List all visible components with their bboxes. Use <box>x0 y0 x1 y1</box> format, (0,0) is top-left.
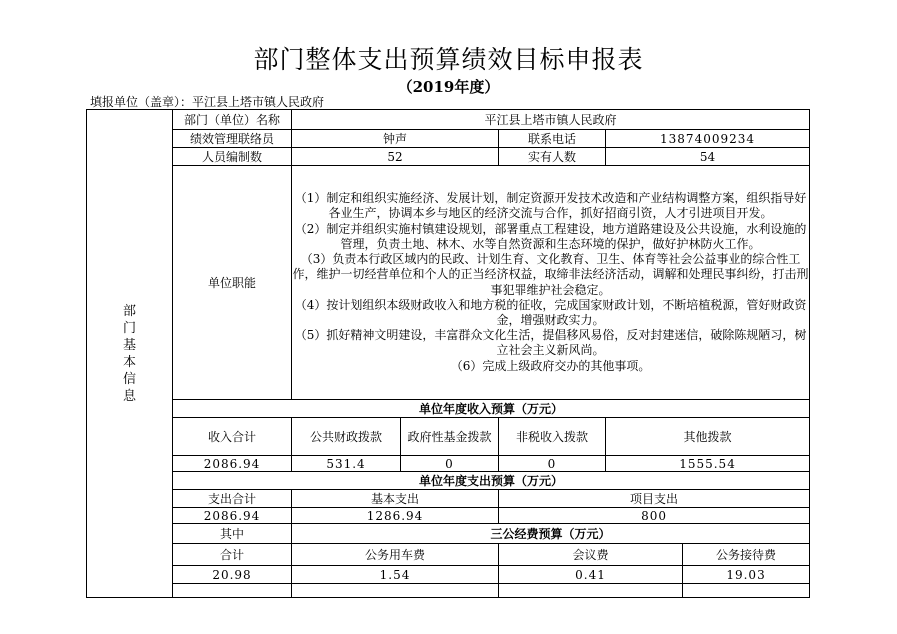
duty-item: （2）制定并组织实施村镇建设规划，部署重点工程建设，地方道路建设及公共设施，水利设施的管理，负责土地、林木、水等自然资源和生态环境的保护，做好护林防火工作。 <box>294 221 807 251</box>
income-value: 1555.54 <box>606 456 810 472</box>
income-value: 2086.94 <box>173 456 292 472</box>
sangong-value: 1.54 <box>292 566 499 584</box>
income-col-header: 政府性基金拨款 <box>401 418 499 456</box>
actual-value: 54 <box>606 148 810 166</box>
expense-value: 800 <box>499 508 810 524</box>
staff-value: 52 <box>292 148 499 166</box>
duty-text-cell <box>292 166 810 400</box>
row-blank <box>87 584 810 598</box>
row-expense-values <box>87 508 810 524</box>
income-value: 531.4 <box>292 456 401 472</box>
blank-cell <box>173 584 292 598</box>
contact-value: 钟声 <box>292 130 499 148</box>
side-label: 部门基本信息 <box>122 303 136 404</box>
sangong-col-header: 公务接待费 <box>683 544 810 566</box>
sangong-col-header: 会议费 <box>499 544 683 566</box>
duty-item: （4）按计划组织本级财政收入和地方税的征收，完成国家财政计划，不断培植税源，管好财政资金，增强财政实力。 <box>294 297 807 327</box>
row-income-values <box>87 456 810 472</box>
duty-item: （6）完成上级政府交办的其他事项。 <box>450 358 651 373</box>
row-income-cols <box>87 418 810 456</box>
sangong-col-header: 公务用车费 <box>292 544 499 566</box>
qizhong-label: 其中 <box>173 524 292 544</box>
row-income-header <box>87 400 810 418</box>
sangong-value: 20.98 <box>173 566 292 584</box>
income-value: 0 <box>499 456 606 472</box>
sangong-header: 三公经费预算（万元） <box>292 524 810 544</box>
dept-name-value: 平江县上塔市镇人民政府 <box>292 110 810 130</box>
blank-cell <box>499 584 683 598</box>
dept-name-label: 部门（单位）名称 <box>173 110 292 130</box>
row-sangong-header <box>87 524 810 544</box>
row-expense-header <box>87 472 810 490</box>
side-label-cell <box>87 110 173 598</box>
expense-col-header: 基本支出 <box>292 490 499 508</box>
phone-label: 联系电话 <box>499 130 606 148</box>
expense-col-header: 支出合计 <box>173 490 292 508</box>
expense-col-header: 项目支出 <box>499 490 810 508</box>
income-value: 0 <box>401 456 499 472</box>
expense-header: 单位年度支出预算（万元） <box>173 472 810 490</box>
income-header: 单位年度收入预算（万元） <box>173 400 810 418</box>
duty-item: （3）负责本行政区域内的民政、计划生育、文化教育、卫生、体育等社会公益事业的综合性工作，维护一切经营单位和个人的正当经济权益，取缔非法经济活动，调解和处理民事纠纷，打击刑事犯罪维护社会稳定。 <box>292 252 809 297</box>
blank-cell <box>683 584 810 598</box>
filler-unit-label: 填报单位（盖章）：平江县上塔市镇人民政府 <box>90 95 325 109</box>
row-expense-cols <box>87 490 810 508</box>
budget-form-table <box>86 109 810 598</box>
duty-label: 单位职能 <box>173 166 292 400</box>
form-title: 部门整体支出预算绩效目标申报表 <box>253 45 644 74</box>
income-col-header: 非税收入拨款 <box>499 418 606 456</box>
row-contact <box>87 130 810 148</box>
sangong-value: 19.03 <box>683 566 810 584</box>
row-staff <box>87 148 810 166</box>
income-col-header: 公共财政拨款 <box>292 418 401 456</box>
blank-cell <box>292 584 499 598</box>
row-sangong-values <box>87 566 810 584</box>
row-duties <box>87 166 810 400</box>
form-subtitle: （2019年度） <box>397 78 500 96</box>
sangong-col-header: 合计 <box>173 544 292 566</box>
duty-item: （5）抓好精神文明建设，丰富群众文化生活，提倡移风易俗，反对封建迷信，破除陈规陋习，树立社会主义新风尚。 <box>294 328 807 358</box>
row-sangong-cols <box>87 544 810 566</box>
row-dept-name <box>87 110 810 130</box>
actual-label: 实有人数 <box>499 148 606 166</box>
expense-value: 1286.94 <box>292 508 499 524</box>
staff-label: 人员编制数 <box>173 148 292 166</box>
expense-value: 2086.94 <box>173 508 292 524</box>
contact-label: 绩效管理联络员 <box>173 130 292 148</box>
duty-item: （1）制定和组织实施经济、发展计划，制定资源开发技术改造和产业结构调整方案，组织指导好各业生产，协调本乡与地区的经济交流与合作，抓好招商引资，人才引进项目开发。 <box>294 191 807 221</box>
income-col-header: 其他拨款 <box>606 418 810 456</box>
income-col-header: 收入合计 <box>173 418 292 456</box>
sangong-value: 0.41 <box>499 566 683 584</box>
phone-value: 13874009234 <box>606 130 810 148</box>
